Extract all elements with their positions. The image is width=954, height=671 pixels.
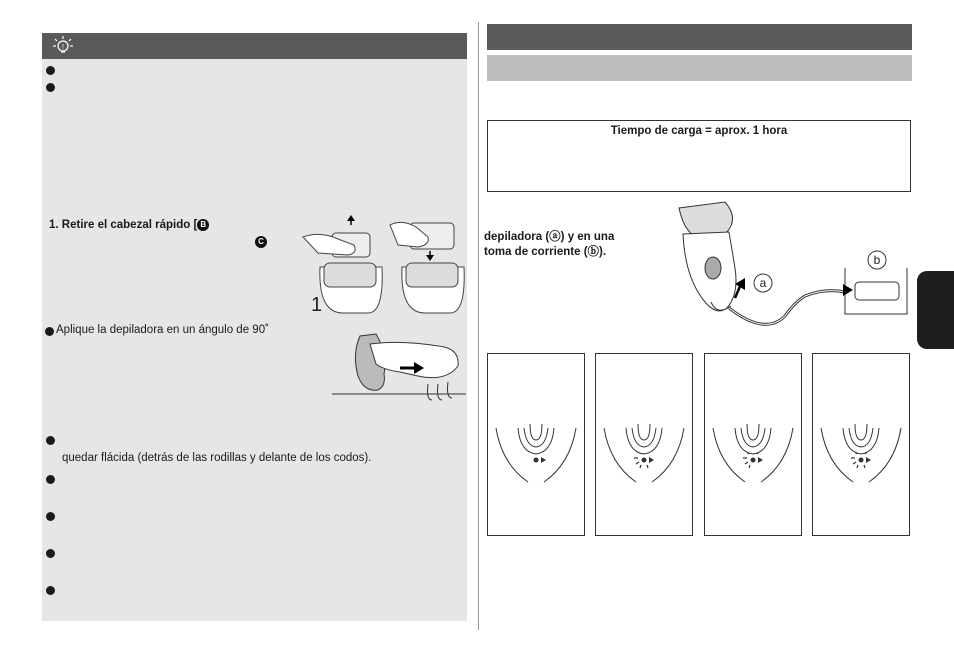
- svg-text:!: !: [62, 44, 64, 51]
- figure-number: 1: [311, 294, 323, 315]
- indicator-panel-1: [487, 353, 585, 536]
- bullet: [46, 475, 55, 484]
- indicator-panel-3: [704, 353, 802, 536]
- bullet: [46, 436, 55, 445]
- label-a: a: [759, 276, 767, 290]
- subsection-header-bar: [487, 55, 912, 81]
- connect-text-line1: depiladora (ⓐ) y en una: [484, 231, 615, 243]
- section-tab: [917, 271, 954, 349]
- step-title: [49, 219, 209, 231]
- step-title-text: 1. Retire el cabezal rápido [: [49, 219, 198, 232]
- connect-text-line2: toma de corriente (ⓑ).: [484, 246, 607, 258]
- charge-time-box: [487, 120, 911, 192]
- badge-b: B: [197, 219, 209, 231]
- charge-lamp-blink-illustration: [813, 354, 909, 535]
- apply-angle-text: Aplique la depiladora en un ángulo de 90˚: [56, 324, 269, 336]
- charge-lamp-off-illustration: [488, 354, 584, 535]
- bullet: [46, 512, 55, 521]
- charge-time-text: Tiempo de carga = aprox. 1 hora: [610, 125, 788, 137]
- section-header-bar: [487, 24, 912, 50]
- flaccid-skin-text: quedar flácida (detrás de las rodillas y delante de los codos).: [62, 452, 372, 464]
- tips-header-bar: [42, 33, 467, 59]
- remove-head-illustration: [298, 215, 468, 315]
- bullet: [46, 586, 55, 595]
- bullet: [45, 327, 54, 336]
- charging-illustration: [655, 198, 910, 348]
- bullet: [46, 66, 55, 75]
- indicator-panel-4: [812, 353, 910, 536]
- label-b: b: [873, 253, 881, 267]
- charge-lamp-blink-illustration: [705, 354, 801, 535]
- indicator-panel-2: [595, 353, 693, 536]
- bullet: [46, 83, 55, 92]
- column-divider: [478, 22, 479, 630]
- charge-lamp-blink-illustration: [596, 354, 692, 535]
- apply-angle-illustration: [330, 324, 466, 410]
- badge-c: C: [255, 236, 267, 248]
- lightbulb-icon: [52, 35, 74, 57]
- bullet: [46, 549, 55, 558]
